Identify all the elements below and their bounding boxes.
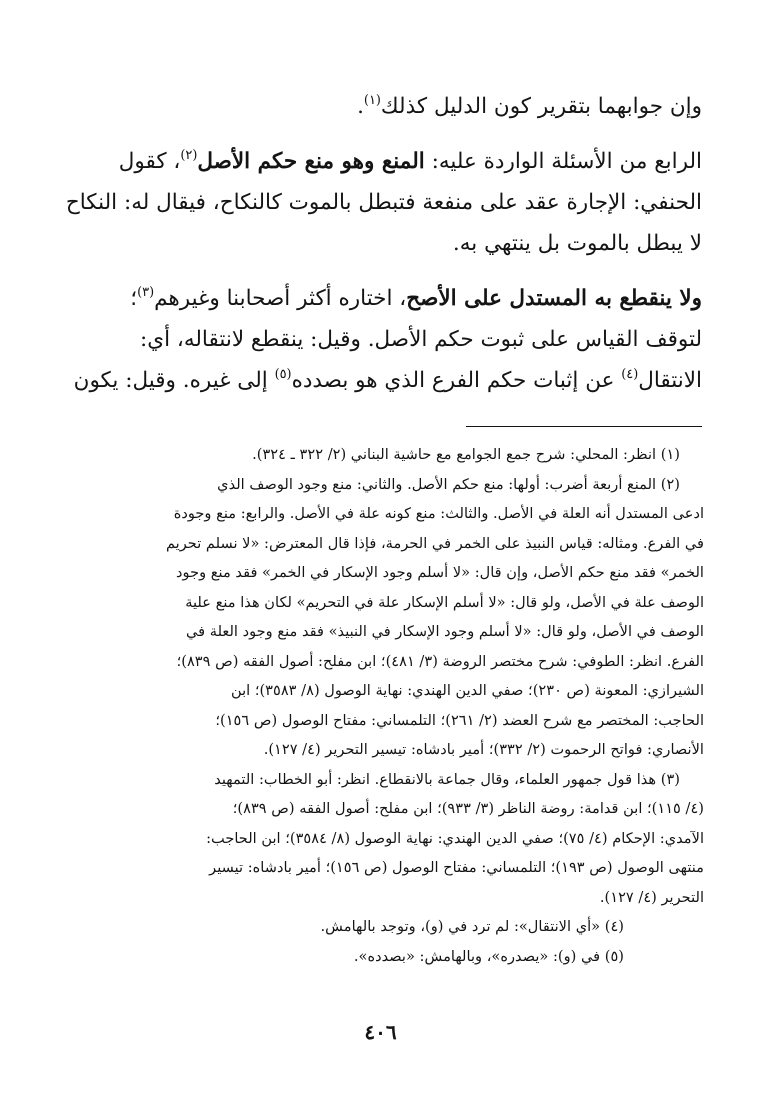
main-text [62,86,702,401]
paragraph-3-line-3b: عن إثبات حكم الفرع الذي هو بصدده [291,368,622,393]
paragraph-3-rest: ، اختاره أكثر أصحابنا وغيرهم [154,286,407,311]
paragraph-2-line-3: لا يبطل بالموت بل ينتهي به. [452,231,702,256]
main-line-1-end: . [357,94,364,119]
footnote-ref-4[interactable]: (٤) [621,366,639,382]
footnote-2-line: ادعى المستدل أنه العلة في الأصل. والثالث: منع كونه علة في الأصل. والرابع: منع وجودة [173,505,704,522]
footnote-ref-3[interactable]: (٣) [137,284,155,300]
paragraph-3-line-3a: الانتقال [638,368,702,393]
footnote-4 [52,912,704,942]
paragraph-2-bold: المنع وهو منع حكم الأصل [197,149,425,174]
footnote-5 [52,942,704,972]
main-paragraph-2 [62,141,702,264]
main-line-1-text: وإن جوابهما بتقرير كون الدليل كذلك [380,94,702,119]
footnote-ref-2[interactable]: (٢) [180,147,198,163]
paragraph-3-line-2: لتوقف القياس على ثبوت حكم الأصل. وقيل: ينقطع لانتقاله، أي: [140,327,702,352]
paragraph-3-line-3c: إلى غيره. وقيل: يكون [73,368,275,393]
footnote-separator [466,426,702,427]
footnote-3-line: منتهى الوصول (ص ١٩٣)؛ التلمساني: مفتاح الوصول (ص ١٥٦)؛ أمير بادشاه: تيسير [209,859,704,876]
footnotes [52,440,704,971]
footnote-3-line: التحرير (٤/ ١٢٧). [599,888,704,906]
footnote-3 [52,765,704,913]
footnote-3-line: (٣) هذا قول جمهور العلماء، وقال جماعة بالانقطاع. انظر: أبو الخطاب: التمهيد [214,770,680,788]
page-number: ٤٠٦ [364,1020,397,1044]
paragraph-2-line-2: الحنفي: الإجارة عقد على منفعة فتبطل بالموت كالنكاح، فيقال له: النكاح [65,190,702,215]
footnote-1-line: (١) انظر: المحلي: شرح جمع الجوامع مع حاشية البناني (٢/ ٣٢٢ ـ ٣٢٤). [252,446,680,463]
footnote-2-line: الفرع. انظر: الطوفي: شرح مختصر الروضة (٣/ ٤٨١)؛ ابن مفلح: أصول الفقه (ص ٨٣٩)؛ [176,652,704,670]
footnote-2-line: الوصف علة في الأصل، ولو قال: «لا أسلم الإسكار علة في التحريم» لكان هذا منع علية [185,593,704,611]
footnote-3-line: (٤/ ١١٥)؛ ابن قدامة: روضة الناظر (٣/ ٩٣٣)؛ ابن مفلح: أصول الفقه (ص ٨٣٩)؛ [232,800,704,817]
paragraph-3-bold: ولا ينقطع به المستدل على الأصح [406,286,702,311]
footnote-1 [52,440,704,470]
paragraph-2-label: الرابع من الأسئلة الواردة عليه: [431,149,702,174]
footnote-2-line: في الفرع. ومثاله: قياس النبيذ على الخمر في الحرمة، فإذا قال المعترض: «لا نسلم تحريم [165,534,704,552]
main-paragraph-3 [62,278,702,401]
footnote-ref-5[interactable]: (٥) [274,366,292,382]
footnote-5-line: (٥) في (و): «يصدره»، وبالهامش: «بصدده». [353,947,624,965]
footnote-2 [52,470,704,765]
footnote-4-line: (٤) «أي الانتقال»: لم ترد في (و)، وتوجد بالهامش. [320,918,624,935]
footnote-3-line: الآمدي: الإحكام (٤/ ٧٥)؛ صفي الدين الهندي: نهاية الوصول (٨/ ٣٥٨٤)؛ ابن الحاجب: [206,829,704,847]
footnote-2-line: الأنصاري: فواتح الرحموت (٢/ ٣٣٢)؛ أمير بادشاه: تيسير التحرير (٤/ ١٢٧). [263,741,704,758]
footnote-2-line: الشيرازي: المعونة (ص ٢٣٠)؛ صفي الدين الهندي: نهاية الوصول (٨/ ٣٥٨٣)؛ ابن [230,682,704,699]
footnote-2-line: (٢) المنع أربعة أضرب: أولها: منع حكم الأصل. والثاني: منع وجود الوصف الذي [217,475,680,493]
main-line-1 [62,86,702,127]
paragraph-3-end: ؛ [130,286,138,311]
footnote-2-line: الحاجب: المختصر مع شرح العضد (٢/ ٢٦١)؛ التلمساني: مفتاح الوصول (ص ١٥٦)؛ [215,711,704,729]
footnote-2-line: الخمر» فقد منع حكم الأصل، وإن قال: «لا أسلم وجود الإسكار في الخمر» فقد منع وجود [176,564,704,581]
footnote-ref-1[interactable]: (١) [363,92,381,108]
paragraph-2-rest: ، كقول [118,149,181,174]
footnote-2-line: الوصف في الأصل، ولو قال: «لا أسلم وجود الإسكار في النبيذ» فقد منع وجود العلة في [185,623,704,640]
